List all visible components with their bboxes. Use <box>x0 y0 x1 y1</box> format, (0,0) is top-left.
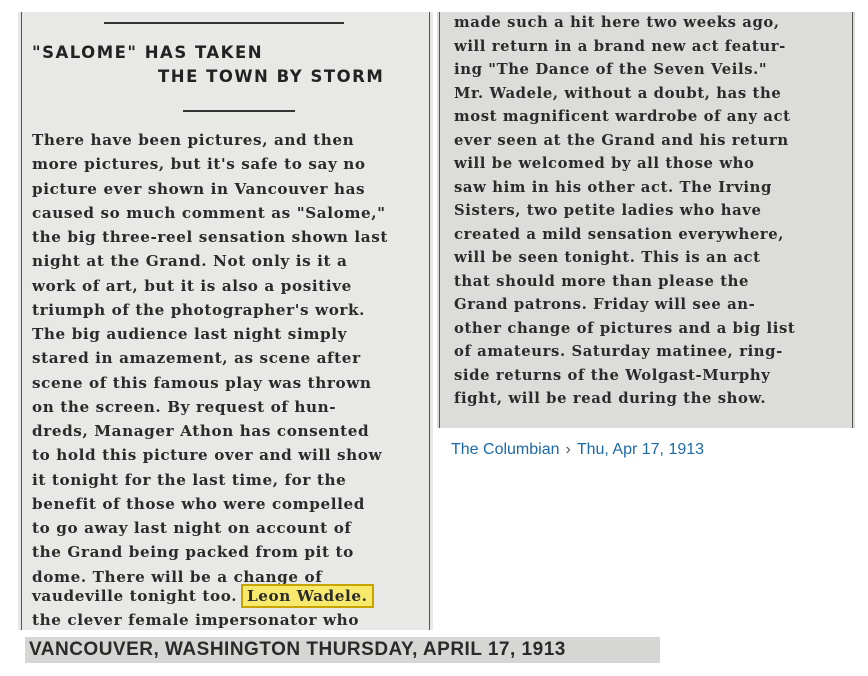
article-line: it tonight for the last time, for the <box>32 470 347 489</box>
article-line: ing "The Dance of the Seven Veils." <box>454 61 768 78</box>
article-line: scene of this famous play was thrown <box>32 373 372 392</box>
headline-rule-bottom <box>183 110 295 112</box>
article-line: will return in a brand new act featur- <box>454 37 786 55</box>
article-line: Mr. Wadele, without a doubt, has the <box>454 84 782 102</box>
article-line: of amateurs. Saturday matinee, ring- <box>454 343 783 360</box>
article-line: will be welcomed by all those who <box>454 155 755 172</box>
date-link[interactable]: Thu, Apr 17, 1913 <box>576 441 705 458</box>
newspaper-dateline: VANCOUVER, WASHINGTON THURSDAY, APRIL 17, 1913 <box>25 637 660 663</box>
article-line: created a mild sensation everywhere, <box>454 225 785 243</box>
search-highlight[interactable]: Leon Wadele. <box>243 586 372 606</box>
article-line: benefit of those who were compelled <box>32 494 366 513</box>
article-line: on the screen. By request of hun- <box>32 397 337 416</box>
article-line: the big three-reel sensation shown last <box>32 228 388 246</box>
article-line: most magnificent wardrobe of any act <box>454 108 791 125</box>
article-line: Grand patrons. Friday will see an- <box>454 296 756 313</box>
article-line: stared in amazement, as scene after <box>32 349 361 368</box>
article-line: side returns of the Wolgast-Murphy <box>454 366 771 384</box>
column-rule <box>852 12 853 428</box>
article-line: ever seen at the Grand and his return <box>454 131 789 149</box>
article-line: to go away last night on account of <box>32 519 352 537</box>
clipping-right-column <box>437 12 855 428</box>
article-line-highlighted: vaudeville tonight too. Leon Wadele. <box>32 587 372 605</box>
breadcrumb-separator: › <box>565 441 571 458</box>
article-line: night at the Grand. Not only is it a <box>32 252 348 271</box>
article-line: fight, will be read during the show. <box>454 390 767 407</box>
article-line: Sisters, two petite ladies who have <box>454 202 762 219</box>
article-line: work of art, but it is also a positive <box>32 276 352 295</box>
article-line: the Grand being packed from pit to <box>32 543 354 562</box>
article-line: dreds, Manager Athon has consented <box>32 422 370 440</box>
clipping-caption <box>451 441 704 459</box>
headline-rule-top <box>104 22 344 24</box>
article-line: picture ever shown in Vancouver has <box>32 179 366 198</box>
headline-line-2: THE TOWN BY STORM <box>158 67 385 86</box>
article-line: saw him in his other act. The Irving <box>454 178 772 196</box>
article-line: triumph of the photographer's work. <box>32 300 366 319</box>
article-line: will be seen tonight. This is an act <box>454 249 761 266</box>
article-line: that should more than please the <box>454 272 750 290</box>
column-rule <box>439 12 440 428</box>
article-line: caused so much comment as "Salome," <box>32 203 386 222</box>
clipping-left-column <box>18 12 433 630</box>
column-rule <box>21 12 22 630</box>
article-line: the clever female impersonator who <box>32 611 360 629</box>
article-line: The big audience last night simply <box>32 325 348 343</box>
article-line: made such a hit here two weeks ago, <box>454 14 780 31</box>
article-line: other change of pictures and a big list <box>454 319 796 337</box>
article-line: dome. There will be a change of <box>32 567 323 586</box>
article-line: to hold this picture over and will show <box>32 446 383 465</box>
column-rule <box>429 12 430 630</box>
article-line: There have been pictures, and then <box>32 131 355 149</box>
headline-line-1: "SALOME" HAS TAKEN <box>32 43 264 62</box>
article-line: more pictures, but it's safe to say no <box>32 155 366 174</box>
publication-link[interactable]: The Columbian <box>451 441 560 458</box>
